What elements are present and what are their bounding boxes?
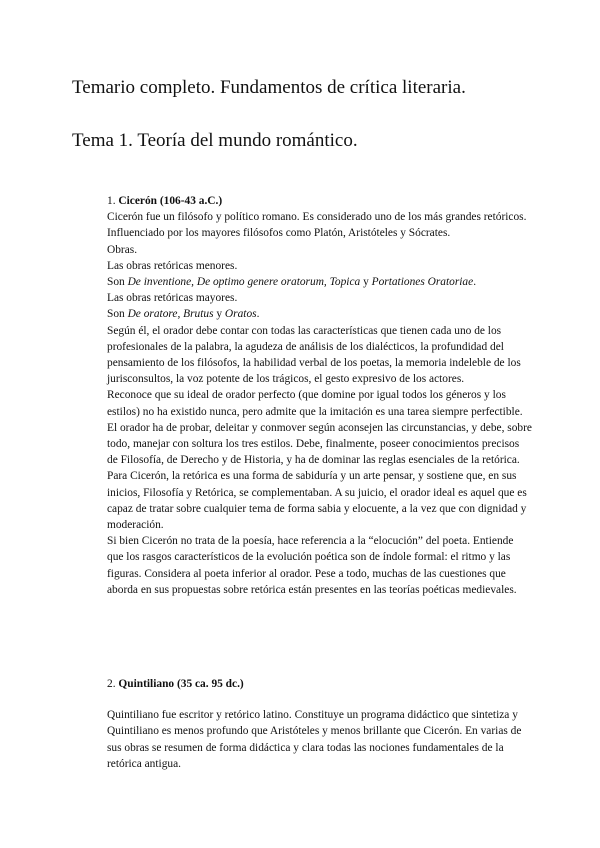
section-number: 2. bbox=[107, 678, 116, 690]
works-prefix: Son bbox=[107, 308, 128, 321]
minor-works-list bbox=[107, 274, 532, 290]
work-title: Oratos bbox=[224, 308, 257, 321]
works-prefix: Son bbox=[107, 276, 128, 289]
paragraph-poetry: Si bien Cicerón no trata de la poesía, hace referencia a la “elocución” del poeta. Entiende que los rasgos característicos de la evolución poética son de índole formal: el ritmo y las figuras. Considera al poeta inferior al orador. Pese a todo, muchas de las cuestiones que aborda en sus propuestas sobre retórica están presentes en las teorías poéticas medievales. bbox=[107, 535, 517, 596]
section-number: 1. bbox=[107, 195, 116, 207]
work-title: Portationes Oratoriae bbox=[371, 276, 474, 289]
paragraph-orator-qualities: Según él, el orador debe contar con todas las características que tienen cada uno de los profesionales de la palabra, la agudeza de análisis de los dialécticos, la profundidad del pensamiento de los filósofos, la habilidad verbal de los poetas, la memoria indeleble de los jurisconsultos, la voz potente de los trágicos, el gesto expresivo de los actores. bbox=[107, 324, 521, 386]
works-heading: Obras. bbox=[107, 243, 138, 256]
major-works-list bbox=[107, 306, 532, 322]
conjunction: y bbox=[213, 308, 225, 321]
conjunction: y bbox=[360, 276, 372, 289]
paragraph-intro: Cicerón fue un filósofo y político romano. Es considerado uno de los más grandes retóricos. Influenciado por los mayores filósofos como Platón, Aristóteles y Sócrates. bbox=[107, 211, 527, 240]
document-title: Temario completo. Fundamentos de crítica literaria. bbox=[72, 77, 466, 98]
section-name: Cicerón (106-43 a.C.) bbox=[118, 195, 223, 207]
section-ciceron bbox=[107, 193, 532, 598]
paragraph-ideal-orator: Reconoce que su ideal de orador perfecto (que domine por igual todos los géneros y los estilos) no ha existido nunca, pero admite que la imitación es una tarea siempre perfectible. El orador ha de probar, deleitar y conmover según aconsejen las circunstancias, y debe, sobre todo, manejar con soltura los tres estilos. Debe, finalmente, poseer conocimientos precisos de Filosofía, de Derecho y de Historia, y ha de dominar las reglas esenciales de la retórica. Para Cicerón, la retórica es una forma de sabiduría y un arte pensar, y sostiene que, en sus inicios, Filosofía y Retórica, se complementaban. A su juicio, el orador ideal es aquel que es capaz de tratar sobre cualquier tema de forma sabia y elocuente, a la vez que con dignidad y moderación. bbox=[107, 389, 532, 532]
period: . bbox=[473, 276, 477, 289]
work-titles: De oratore, Brutus bbox=[127, 308, 214, 321]
minor-works-label: Las obras retóricas menores. bbox=[107, 259, 238, 272]
period: . bbox=[256, 308, 260, 321]
section-heading bbox=[107, 193, 532, 209]
work-titles: De inventione, De optimo genere oratorum, Topica bbox=[127, 276, 361, 289]
paragraph-intro: Quintiliano fue escritor y retórico latino. Constituye un programa didáctico que sintetiza y Quintiliano es menos profundo que Aristóteles y menos brillante que Cicerón. En varias de sus obras se resumen de forma didáctica y clara todas las nociones fundamentales de la retórica antigua. bbox=[107, 709, 522, 770]
major-works-label: Las obras retóricas mayores. bbox=[107, 292, 238, 305]
section-heading bbox=[107, 676, 532, 692]
topic-heading: Tema 1. Teoría del mundo romántico. bbox=[72, 130, 358, 151]
section-name: Quintiliano (35 ca. 95 dc.) bbox=[118, 678, 244, 690]
section-quintiliano bbox=[107, 676, 532, 772]
